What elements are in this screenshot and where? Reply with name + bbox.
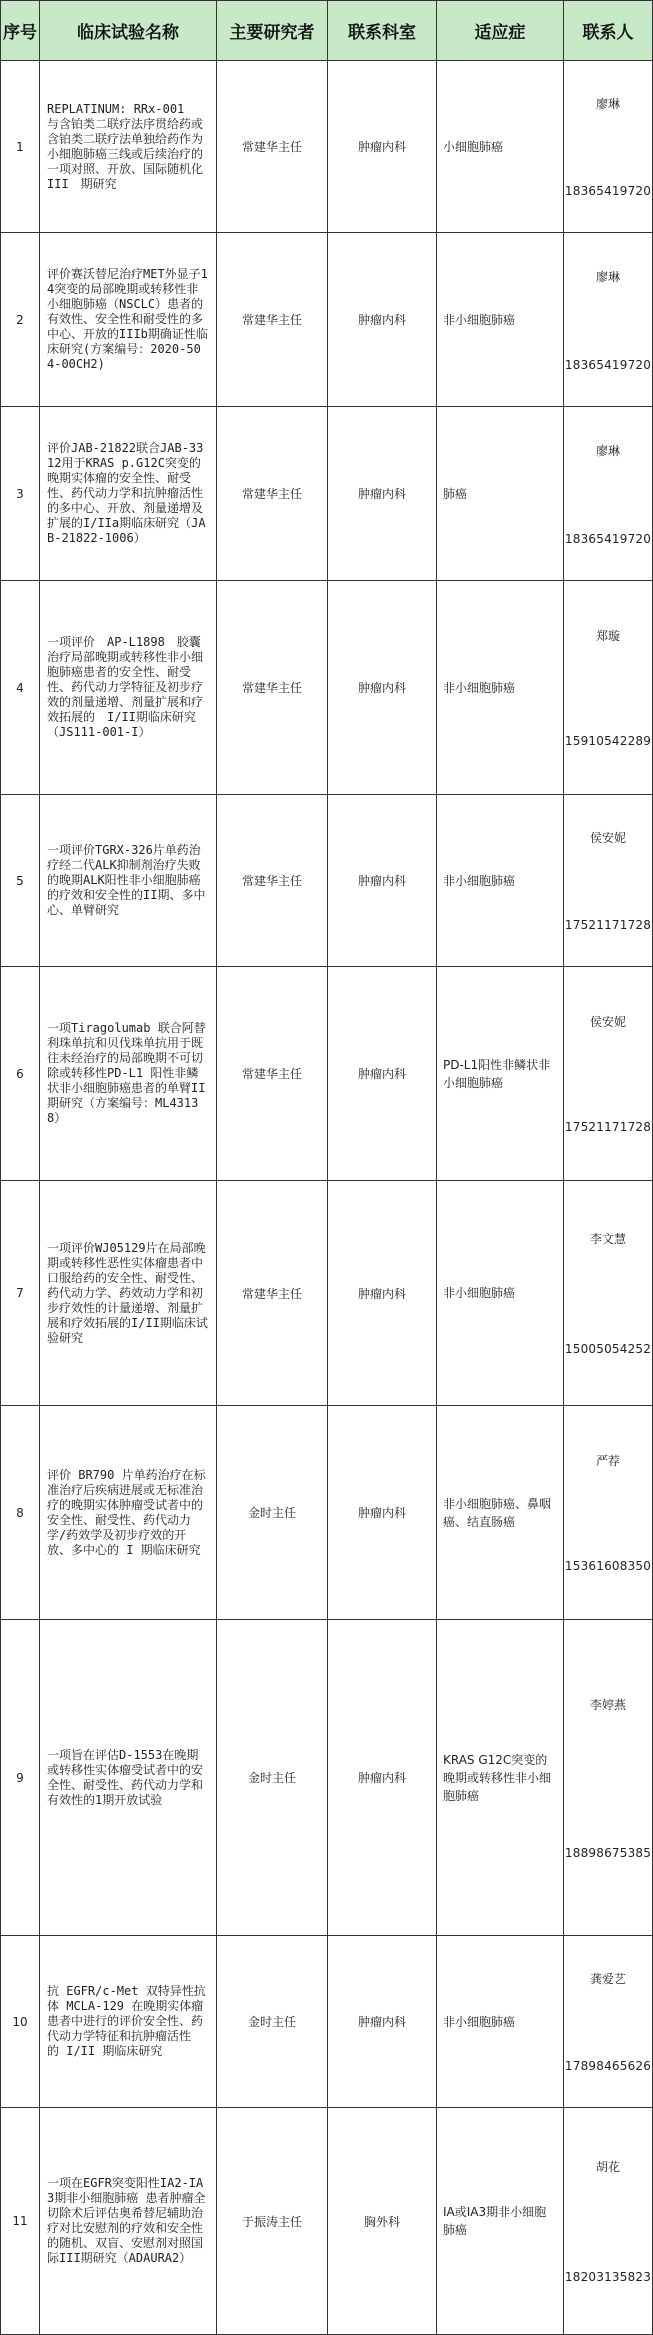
header-department: 联系科室 [328,1,437,61]
contact-cell [564,1181,653,1406]
trial-name: 评价 BR790 片单药治疗在标准治疗后疾病进展或无标准治疗的晚期实体肿瘤受试者中的安全性、耐受性、药代动力学/药效学及初步疗效的开放、多中心的 I 期临床研究 [40,1406,217,1620]
indication: 非小细胞肺癌 [437,581,564,795]
trial-name: 一项Tiragolumab 联合阿替利珠单抗和贝伐珠单抗用于既往未经治疗的局部晚期不可切除或转移性PD-L1 阳性非鳞状非小细胞肺癌患者的单臂II 期研究（方案编号：ML43138） [40,967,217,1181]
contact-name: 李婷燕 [589,1697,626,1712]
principal-investigator: 常建华主任 [217,407,328,581]
contact-cell [564,967,653,1181]
contact-cell [564,233,653,407]
contact-cell [564,581,653,795]
row-number: 4 [1,581,40,795]
contact-name: 龚爱艺 [589,1972,626,1986]
table-row [1,581,653,795]
contact-cell [564,61,653,233]
indication: KRAS G12C突变的晚期或转移性非小细胞肺癌 [437,1620,564,1936]
contact-name: 廖琳 [595,443,620,458]
contact-name: 胡花 [595,2160,620,2174]
contact-name: 廖琳 [595,269,620,284]
header-principal-investigator: 主要研究者 [217,1,328,61]
department: 肿瘤内科 [328,1936,437,2108]
principal-investigator: 常建华主任 [217,581,328,795]
row-number: 6 [1,967,40,1181]
department: 肿瘤内科 [328,581,437,795]
principal-investigator: 于振涛主任 [217,2108,328,2335]
contact-phone: 17898465626 [564,2059,652,2073]
indication: 小细胞肺癌 [437,61,564,233]
trial-name: 一项评价WJ05129片在局部晚期或转移性恶性实体瘤患者中口服给药的安全性、耐受性、药代动力学、药效动力学和初步疗效性的计量递增、剂量扩展和疗效拓展的I/II期临床试验研究 [40,1181,217,1406]
contact-name: 侯安妮 [589,831,626,845]
table-row [1,233,653,407]
table-row [1,61,653,233]
table-row [1,1181,653,1406]
contact-phone: 18203135823 [564,2270,652,2284]
contact-cell [564,795,653,967]
indication: 非小细胞肺癌 [437,795,564,967]
contact-cell [564,1936,653,2108]
row-number: 5 [1,795,40,967]
principal-investigator: 常建华主任 [217,795,328,967]
header-indication: 适应症 [437,1,564,61]
row-number: 2 [1,233,40,407]
trial-name: 一项在EGFR突变阳性IA2-IA3期非小细胞肺癌 患者肿瘤全切除术后评估奥希替尼辅助治疗对比安慰剂的疗效和安全性的随机、双盲、安慰剂对照国际III期研究（ADAURA2） [40,2108,217,2335]
department: 肿瘤内科 [328,795,437,967]
principal-investigator: 金时主任 [217,1936,328,2108]
trial-name: 一项评价TGRX-326片单药治疗经二代ALK抑制剂治疗失败的晚期ALK阳性非小细胞肺癌的疗效和安全性的II期、多中心、单臂研究 [40,795,217,967]
contact-name: 侯安妮 [589,1015,626,1029]
contact-phone: 18365419720 [564,531,652,546]
contact-name: 李文慧 [589,1232,626,1246]
contact-name: 严荐 [595,1454,620,1468]
indication: 非小细胞肺癌 [437,233,564,407]
principal-investigator: 常建华主任 [217,1181,328,1406]
principal-investigator: 金时主任 [217,1406,328,1620]
department: 肿瘤内科 [328,233,437,407]
trial-name: 一项旨在评估D-1553在晚期或转移性实体瘤受试者中的安全性、耐受性、药代动力学和有效性的1期开放试验 [40,1620,217,1936]
principal-investigator: 常建华主任 [217,233,328,407]
table-row [1,795,653,967]
department: 胸外科 [328,2108,437,2335]
department: 肿瘤内科 [328,1620,437,1936]
contact-cell [564,1406,653,1620]
row-number: 9 [1,1620,40,1936]
table-row [1,407,653,581]
row-number: 11 [1,2108,40,2335]
contact-phone: 15005054252 [564,1342,652,1356]
row-number: 3 [1,407,40,581]
contact-cell [564,407,653,581]
contact-cell [564,2108,653,2335]
principal-investigator: 常建华主任 [217,61,328,233]
indication: 非小细胞肺癌 [437,1936,564,2108]
table-body [1,61,653,2335]
principal-investigator: 金时主任 [217,1620,328,1936]
table-row [1,1620,653,1936]
contact-cell [564,1620,653,1936]
department: 肿瘤内科 [328,61,437,233]
contact-phone: 17521171728 [564,1120,652,1134]
indication: 非小细胞肺癌、鼻咽癌、结直肠癌 [437,1406,564,1620]
department: 肿瘤内科 [328,1181,437,1406]
contact-phone: 15361608350 [564,1559,652,1573]
header-no: 序号 [1,1,40,61]
principal-investigator: 常建华主任 [217,967,328,1181]
indication: PD-L1阳性非鳞状非小细胞肺癌 [437,967,564,1181]
header-trial-name: 临床试验名称 [40,1,217,61]
header-contact: 联系人 [564,1,653,61]
contact-phone: 18898675385 [564,1845,652,1860]
indication: 肺癌 [437,407,564,581]
indication: IA或IA3期非小细胞肺癌 [437,2108,564,2335]
trial-name: 评价JAB-21822联合JAB-3312用于KRAS p.G12C突变的晚期实体瘤的安全性、耐受性、药代动力学和抗肿瘤活性的多中心、开放、剂量递增及扩展的I/IIa期临床研究（JAB-21822-1006） [40,407,217,581]
contact-phone: 17521171728 [564,918,652,932]
row-number: 1 [1,61,40,233]
department: 肿瘤内科 [328,1406,437,1620]
department: 肿瘤内科 [328,967,437,1181]
row-number: 10 [1,1936,40,2108]
contact-phone: 18365419720 [564,357,652,372]
contact-name: 廖琳 [595,97,620,111]
row-number: 8 [1,1406,40,1620]
department: 肿瘤内科 [328,407,437,581]
table-row [1,1936,653,2108]
header-row [1,1,653,61]
table-row [1,967,653,1181]
trial-name: 抗 EGFR/c-Met 双特异性抗体 MCLA-129 在晚期实体瘤患者中进行的评价安全性、药代动力学特征和抗肿瘤活性 的 I/II 期临床研究 [40,1936,217,2108]
trial-name: 一项评价 AP-L1898 胶囊治疗局部晚期或转移性非小细胞肺癌患者的安全性、耐受性、药代动力学特征及初步疗效的剂量递增、剂量扩展和疗效拓展的 I/II期临床研究（JS111-001-I） [40,581,217,795]
row-number: 7 [1,1181,40,1406]
contact-name: 郑璇 [595,629,620,643]
trial-name: REPLATINUM: RRx-001 与含铂类二联疗法序贯给药或含铂类二联疗法单独给药作为小细胞肺癌三线或后续治疗的一项对照、开放、国际随机化 III 期研究 [40,61,217,233]
trial-name: 评价赛沃替尼治疗MET外显子14突变的局部晚期或转移性非小细胞肺癌（NSCLC）患者的有效性、安全性和耐受性的多中心、开放的IIIb期确证性临床研究(方案编号：2020-504-00CH2) [40,233,217,407]
contact-phone: 18365419720 [564,184,652,198]
table-row [1,1406,653,1620]
contact-phone: 15910542289 [564,734,652,748]
table-row [1,2108,653,2335]
indication: 非小细胞肺癌 [437,1181,564,1406]
